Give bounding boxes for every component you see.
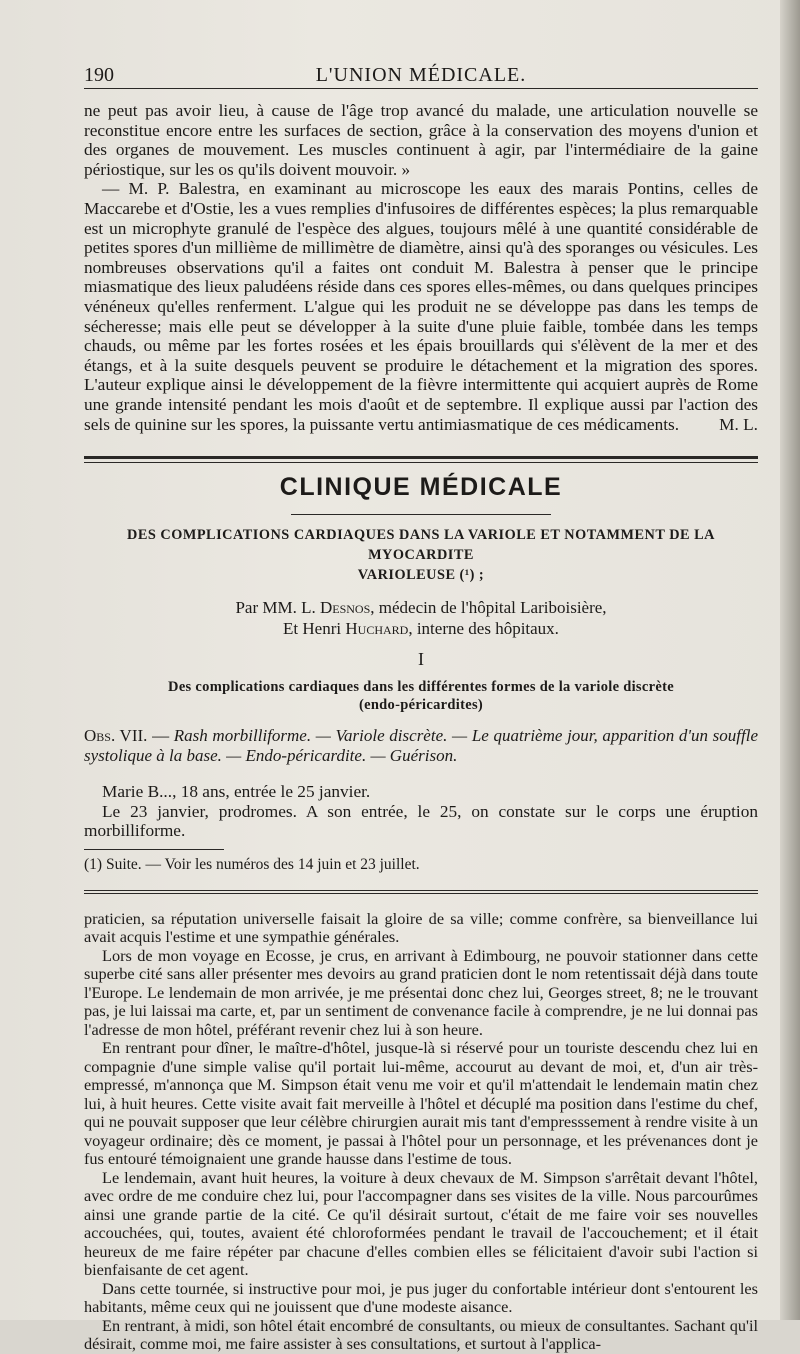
subsection-title (84, 678, 758, 714)
article-title-line-1: DES COMPLICATIONS CARDIAQUES DANS LA VARIOLE ET NOTAMMENT DE LA MYOCARDITE (127, 527, 715, 564)
page-header (84, 58, 758, 89)
footnote-rule (84, 849, 224, 850)
feuilleton-paragraph-1: praticien, sa réputation universelle faisait la gloire de sa ville; comme confrère, sa bienveillance lui avait acquis l'estime et une sympathie générales. (84, 908, 758, 947)
article-title-line-2: VARIOLEUSE (¹) ; (357, 567, 485, 584)
author-2-affiliation: , interne des hôpitaux. (408, 619, 559, 639)
subsection-title-line-2: (endo-péricardites) (358, 697, 484, 714)
section-rule-thin (84, 462, 758, 463)
patient-line: Marie B..., 18 ans, entrée le 25 janvier. (102, 782, 371, 802)
paragraph-balestra-text: — M. P. Balestra, en examinant au microscope les eaux des marais Pontins, celles de Maccarebe et d'Ostie, les a vues remplies d'infusoires de différentes espèces; la plus remarquable est un microphyte granulé de l'espèce des algues, toujours mêlé à une quantité considérable de petites spores d'un millième de millimètre de diamètre, ainsi qu'à des sporanges ou vésicules. Les nombreuses observations qu'il a faites ont conduit M. Balestra à penser que le principe miasmatique des lieux paludéens réside dans ces spores elles-mêmes, ou dans quelques principes vénéneux qu'elles renferment. L'algue qui les produit ne se développe pas dans les temps de sécheresse; mais elle peut se développer à la suite d'une pluie faible, tombée dans les temps chauds, ou même par les fortes rosées et les épais brouillards qui s'élèvent de la mer et des étangs, et à la suite desquels peuvent se produire le détachement et la migration des spores. L'auteur explique ainsi le développement de la fièvre intermittente qui acquiert auprès de Rome une grande intensité pendant les mois d'août et de septembre. Il explique aussi par l'action des sels de quinine sur les spores, la puissante vertu antimiasmatique de ces médicaments. (84, 179, 758, 434)
paragraph-continuation: ne peut pas avoir lieu, à cause de l'âge trop avancé du malade, une articulation nouvelle se reconstitue encore entre les surfaces de section, grâce à la conservation des moyens d'union et des organes de mouvement. Les muscles continuent à agir, par l'intermédiaire de la gaine périostique, sur les os qu'ils doivent mouvoir. » (84, 101, 758, 179)
section-rule-thick (84, 456, 758, 459)
observation-heading (84, 726, 758, 765)
observation-label: Obs. VII. — (84, 726, 170, 746)
running-title: L'UNION MÉDICALE. (315, 64, 527, 86)
page-number: 190 (84, 64, 114, 86)
page-gutter-shadow (780, 0, 800, 1320)
feuilleton-paragraph-2: Lors de mon voyage en Ecosse, je crus, en arrivant à Edimbourg, ne pouvoir stationner dans cette superbe cité sans aller présenter mes devoirs au grand praticien dont le nom retentissait déjà dans toute l'Europe. Le lendemain de mon arrivée, je me présentai donc chez lui, Georges street, 8; ne le trouvant pas, je lui laissai ma carte, et, par un sentiment de convenance facile à comprendre, je ne lui donnai pas l'adresse de mon hôtel, préférant revenir chez lui à son heure. (84, 945, 758, 1039)
author-line-2 (84, 618, 758, 639)
author-1-affiliation: , médecin de l'hôpital Lariboisière, (370, 598, 607, 618)
feuilleton-paragraph-3: En rentrant pour dîner, le maître-d'hôtel, jusque-là si réservé pour un touriste descendu chez lui en compagnie d'une simple valise qu'il portait lui-même, accourut au devant de moi, et, d'un air très-empressé, m'annonça que M. Simpson était venu me voir et qu'il m'attendait le lendemain matin chez lui, à huit heures. Cette visite avait fait merveille à l'hôtel et décuplé ma position dans l'estime du chef, qui ne pouvait supposer que leur célèbre chirurgien aurait mis tant d'empresssement à rendre visite à un voyageur ordinaire; dès ce moment, je passai à l'hôtel pour un personnage, et les prévenances dont je fus entouré témoignaient une grande hausse dans l'estime de tous. (84, 1038, 758, 1169)
feuilleton-rule-top (84, 890, 758, 891)
prodromes-paragraph: Le 23 janvier, prodromes. A son entrée, le 25, on constate sur le corps une éruption morbilliforme. (84, 801, 758, 841)
observation-summary: Rash morbilliforme. — Variole discrète. — Le quatrième jour, apparition d'un souffle systolique à la base. — Endo-péricardite. — Guérison. (84, 726, 759, 765)
author-2-name: Huchard (345, 619, 409, 639)
authors-block (84, 597, 758, 639)
paragraph-balestra (84, 179, 758, 434)
section-title: CLINIQUE MÉDICALE (279, 473, 563, 502)
footnote: (1) Suite. — Voir les numéros des 14 juin et 23 juillet. (84, 856, 420, 874)
feuilleton-paragraph-5: Dans cette tournée, si instructive pour moi, je pus juger du confortable intérieur dont s'entourent les habitants, même ceux qui ne jouissent que d'une modeste aisance. (84, 1278, 758, 1317)
feuilleton-section (84, 910, 758, 1354)
author-2-prefix: Et Henri (283, 619, 346, 639)
article-title (84, 525, 758, 585)
feuilleton-paragraph-6: En rentrant, à midi, son hôtel était encombré de consultants, ou mieux de consultantes. Sachant qu'il désirait, comme moi, me faire assister à ses consultations, et surtout à l'applica- (84, 1315, 758, 1354)
top-article (84, 101, 758, 434)
author-1-prefix: Par MM. L. (235, 598, 320, 618)
author-signature: M. L. (719, 414, 758, 434)
author-line-1 (84, 597, 758, 618)
part-number: I (418, 649, 424, 670)
feuilleton-paragraph-4: Le lendemain, avant huit heures, la voiture à deux chevaux de M. Simpson s'arrêtait devant l'hôtel, avec ordre de me conduire chez lui, pour l'accompagner dans ses visites de la ville. Nous parcourûmes ainsi une grande partie de la cité. Ce qu'il désirait surtout, c'était de me faire voir ses nouvelles accouchées, qui, toutes, avaient été chloroformées pendant le travail de l'accouchement; et il était heureux de me faire répéter par chacune d'elles combien elles se félicitaient d'avoir subi l'action si bienfaisante de cet agent. (84, 1167, 758, 1280)
subsection-title-line-1: Des complications cardiaques dans les différentes formes de la variole discrète (168, 679, 674, 696)
author-1-name: Desnos (319, 598, 371, 618)
title-underline (291, 514, 551, 515)
feuilleton-rule-bottom (84, 893, 758, 894)
